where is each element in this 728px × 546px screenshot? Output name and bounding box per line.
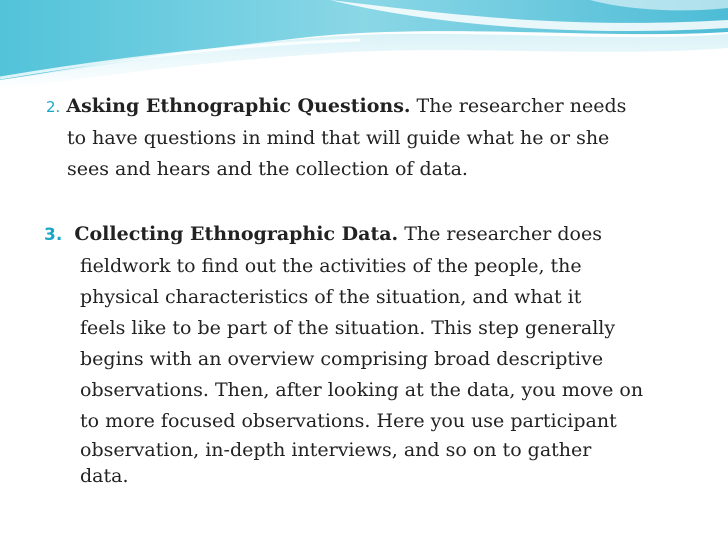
list-item-3-text-7: to more focused observations. Here you use participant bbox=[80, 410, 617, 432]
list-item-3-heading: Collecting Ethnographic Data. bbox=[74, 223, 399, 245]
list-item-3-text-4: feels like to be part of the situation. This step generally bbox=[80, 317, 616, 339]
list-number-2: 2. bbox=[46, 98, 61, 116]
list-item-3-text-2: fieldwork to find out the activities of the people, the bbox=[80, 255, 582, 277]
list-item-3-text-9: data. bbox=[80, 465, 129, 487]
list-item-2 bbox=[0, 91, 626, 185]
list-item-3-text-6: observations. Then, after looking at the data, you move on bbox=[80, 379, 644, 401]
list-item-3-text-1: The researcher does bbox=[398, 223, 602, 245]
list-number-3: 3. bbox=[44, 225, 63, 245]
list-item-2-text-1: The researcher needs bbox=[410, 95, 627, 117]
list-item-2-text-3: sees and hears and the collection of data. bbox=[67, 158, 468, 180]
list-item-3-text-5: begins with an overview comprising broad descriptive bbox=[80, 348, 604, 370]
decorative-header-waves bbox=[0, 0, 728, 90]
list-item-2-heading: Asking Ethnographic Questions. bbox=[66, 95, 411, 117]
list-item-2-text-2: to have questions in mind that will guide what he or she bbox=[67, 127, 610, 149]
list-item-3-line-1 bbox=[0, 219, 643, 251]
list-item-3-text-3: physical characteristics of the situation, and what it bbox=[80, 286, 582, 308]
list-item-2-line-1 bbox=[0, 91, 626, 123]
list-item-3 bbox=[0, 219, 643, 489]
list-item-3-text-8: observation, in-depth interviews, and so on to gather bbox=[80, 439, 592, 461]
